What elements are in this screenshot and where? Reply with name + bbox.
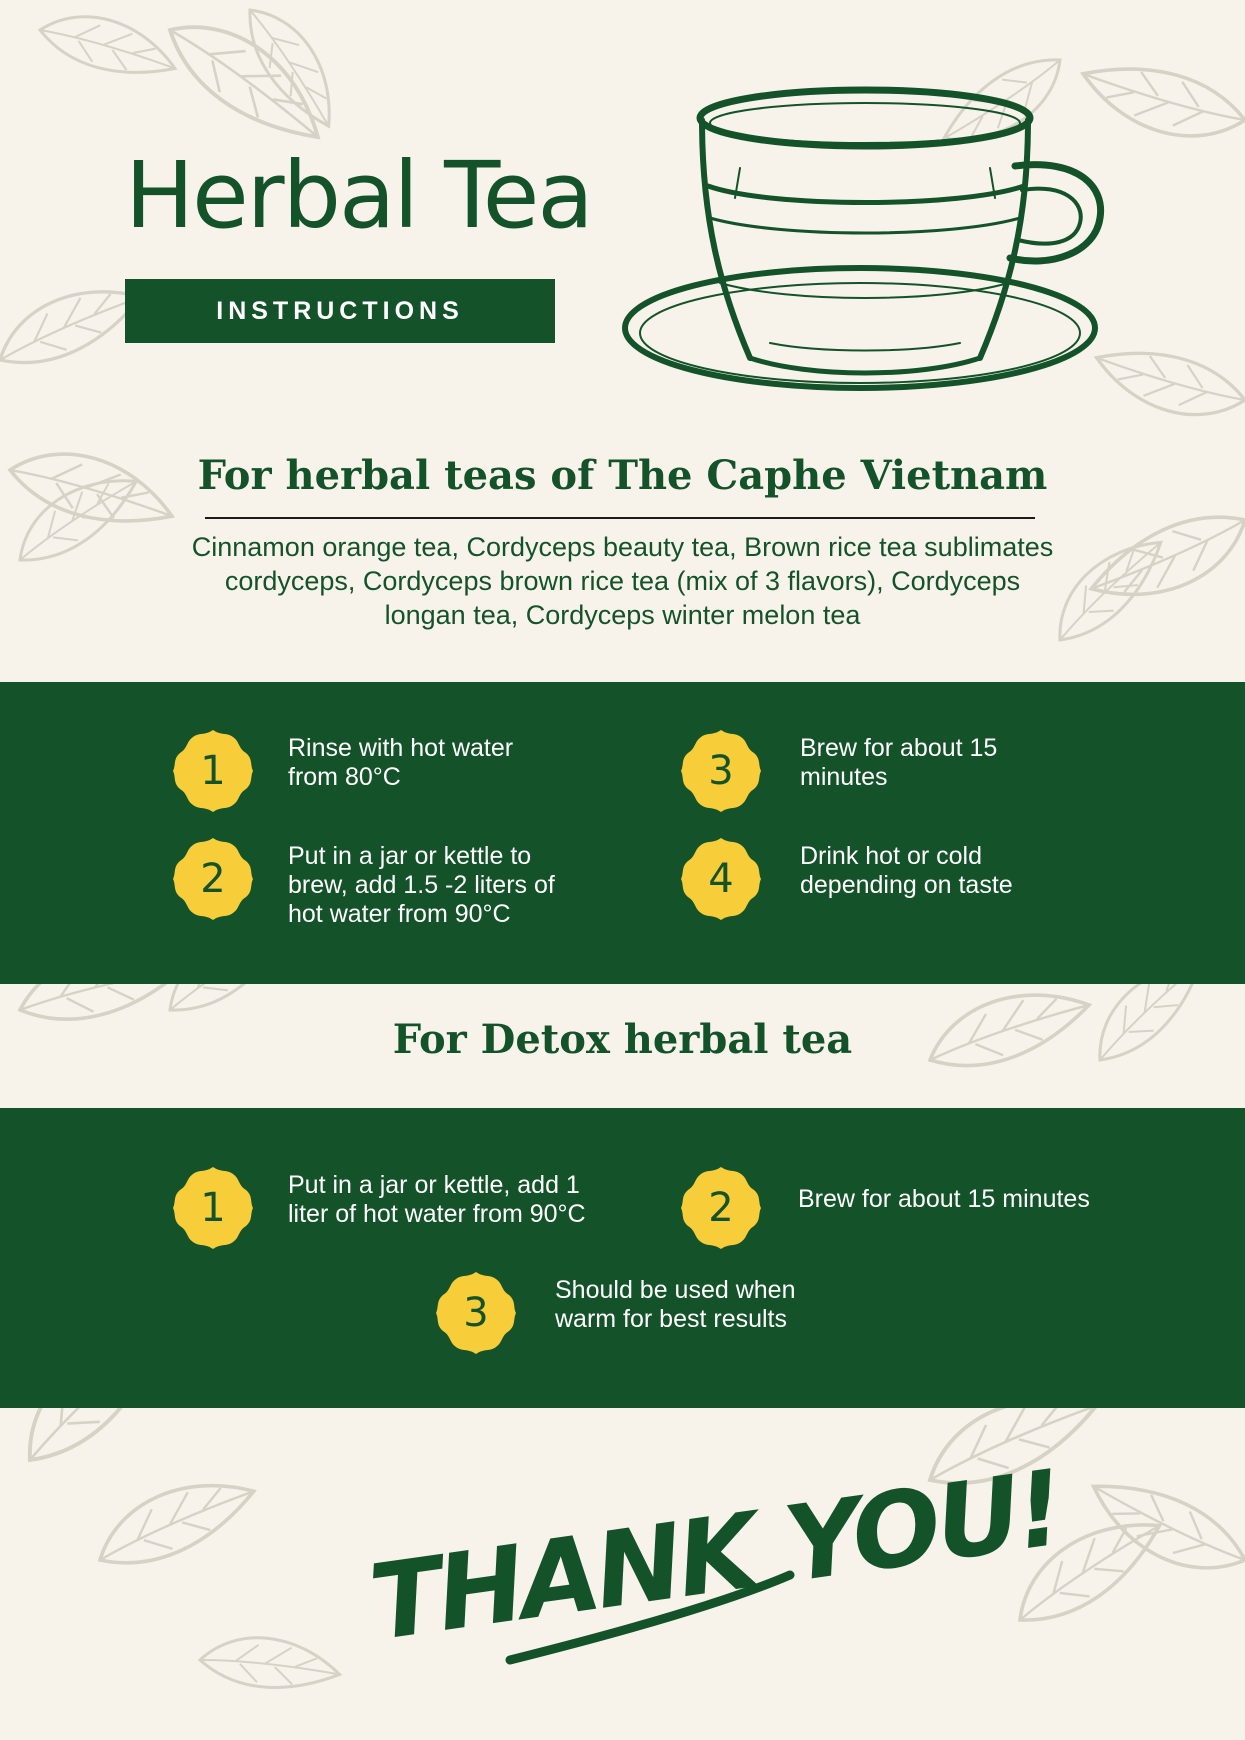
- step-line: Put in a jar or kettle to: [288, 842, 532, 870]
- step-line: minutes: [800, 763, 888, 791]
- page-title: Herbal Tea: [125, 142, 592, 249]
- number-badge: [170, 1165, 256, 1251]
- step-line: brew, add 1.5 -2 liters of: [288, 871, 555, 899]
- teacup-saucer-icon: [610, 78, 1110, 418]
- number-badge: [170, 728, 256, 814]
- step-number: 3: [463, 1290, 489, 1336]
- number-badge: [678, 1165, 764, 1251]
- step-text: [288, 1171, 586, 1229]
- number-badge: [170, 836, 256, 922]
- step-line: liter of hot water from 90°C: [288, 1200, 586, 1228]
- divider: [205, 517, 1035, 519]
- section2-steps-band: [0, 1108, 1245, 1408]
- tea-list-description: Cinnamon orange tea, Cordyceps beauty tea, Brown rice tea sublimates cordyceps, Cordyceps brown rice tea (mix of 3 flavors), Cordyceps longan tea, Cordyceps winter melon tea: [191, 532, 1054, 630]
- instructions-badge: INSTRUCTIONS: [125, 279, 555, 343]
- step-number: 3: [708, 748, 734, 794]
- step-text: [798, 1185, 1090, 1214]
- step-number: 2: [200, 856, 226, 902]
- step-line: hot water from 90°C: [288, 900, 511, 928]
- step-number: 4: [708, 856, 734, 902]
- step-line: Brew for about 15 minutes: [798, 1185, 1090, 1213]
- step-text: [555, 1276, 795, 1334]
- step-line: Rinse with hot water: [288, 734, 514, 762]
- step-line: depending on taste: [800, 871, 1013, 899]
- step-line: Brew for about 15: [800, 734, 998, 762]
- section1-heading: For herbal teas of The Caphe Vietnam: [197, 452, 1048, 499]
- step-line: Should be used when: [555, 1276, 796, 1304]
- step-number: 1: [200, 748, 226, 794]
- step-line: warm for best results: [555, 1305, 788, 1333]
- number-badge: [678, 728, 764, 814]
- number-badge: [433, 1270, 519, 1356]
- step-line: Drink hot or cold: [800, 842, 983, 870]
- step-text: [288, 842, 555, 929]
- thank-you-lettering: [360, 1446, 1068, 1685]
- thank-you-text: THANK YOU!: [363, 1446, 1068, 1665]
- section2-heading: For Detox herbal tea: [392, 1016, 853, 1063]
- step-number: 1: [200, 1185, 226, 1231]
- step-number: 2: [708, 1185, 734, 1231]
- section1-steps-band: [0, 682, 1245, 984]
- step-line: Put in a jar or kettle, add 1: [288, 1171, 580, 1199]
- number-badge: [678, 836, 764, 922]
- step-text: [800, 734, 997, 792]
- step-text: [288, 734, 513, 792]
- step-text: [800, 842, 1013, 900]
- step-line: from 80°C: [288, 763, 401, 791]
